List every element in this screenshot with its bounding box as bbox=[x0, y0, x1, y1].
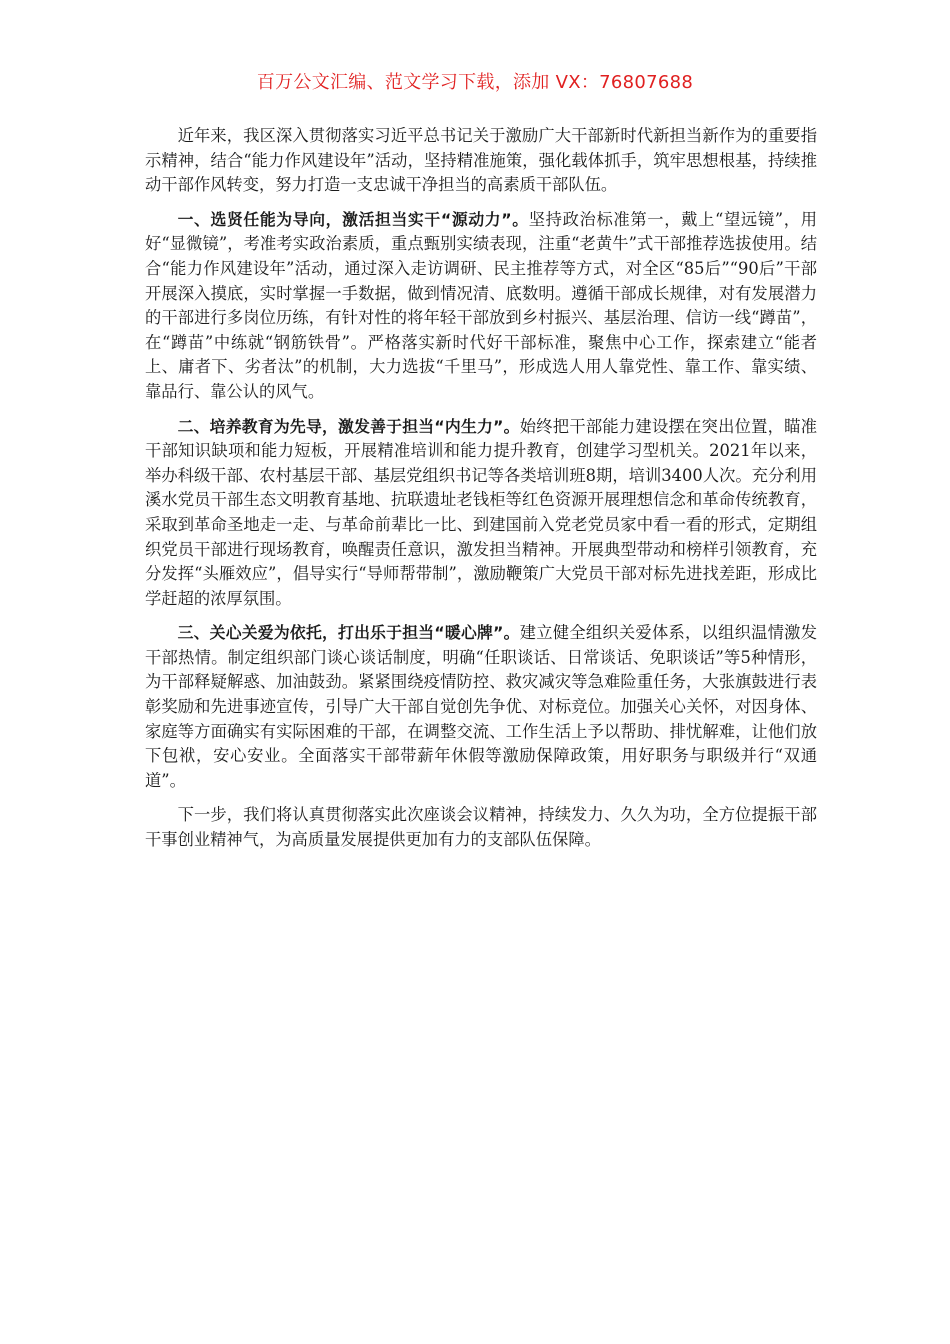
section-paragraph-2 bbox=[145, 415, 817, 612]
section-heading-2: 二、培养教育为先导，激发善于担当“内生力”。 bbox=[177, 416, 520, 436]
section-heading-3: 三、关心关爱为依托，打出乐于担当“暖心牌”。 bbox=[177, 623, 520, 643]
section-body-2: 始终把干部能力建设摆在突出位置，瞄准干部知识缺项和能力短板，开展精准培训和能力提升教育，创建学习型机关。2021年以来，举办科级干部、农村基层干部、基层党组织书记等各类培训班8期，培训3400人次。充分利用溪水党员干部生态文明教育基地、抗联遗址老钱柜等红色资源开展理想信念和革命传统教育，采取到革命圣地走一走、与革命前辈比一比、到建国前入党老党员家中看一看的形式，定期组织党员干部进行现场教育，唤醒责任意识，激发担当精神。开展典型带动和榜样引领教育，充分发挥“头雁效应”，倡导实行“导师帮带制”，激励鞭策广大党员干部对标先进找差距，形成比学赶超的浓厚氛围。 bbox=[145, 416, 817, 608]
intro-paragraph: 近年来，我区深入贯彻落实习近平总书记关于激励广大干部新时代新担当新作为的重要指示精神，结合“能力作风建设年”活动，坚持精准施策，强化载体抓手，筑牢思想根基，持续推动干部作风转变，努力打造一支忠诚干净担当的高素质干部队伍。 bbox=[145, 126, 817, 195]
section-paragraph-3 bbox=[145, 621, 817, 793]
closing-paragraph: 下一步，我们将认真贯彻落实此次座谈会议精神，持续发力、久久为功，全方位提振干部干事创业精神气，为高质量发展提供更加有力的支部队伍保障。 bbox=[145, 805, 817, 850]
section-heading-1: 一、选贤任能为导向，激活担当实干“源动力”。 bbox=[177, 209, 529, 229]
watermark-header: 百万公文汇编、范文学习下载，添加 VX：76807688 bbox=[256, 72, 694, 93]
section-body-3: 建立健全组织关爱体系，以组织温情激发干部热情。制定组织部门谈心谈话制度，明确“任职谈话、日常谈话、免职谈话”等5种情形，为干部释疑解惑、加油鼓劲。紧紧围绕疫情防控、救灾减灾等急难险重任务，大张旗鼓进行表彰奖励和先进事迹宣传，引导广大干部自觉创先争优、对标竞位。加强关心关怀，对因身体、家庭等方面确实有实际困难的干部，在调整交流、工作生活上予以帮助、排忧解难，让他们放下包袱，安心安业。全面落实干部带薪年休假等激励保障政策，用好职务与职级并行“双通道”。 bbox=[145, 623, 817, 790]
section-paragraph-1 bbox=[145, 208, 817, 405]
document-body bbox=[145, 124, 817, 863]
section-body-1: 坚持政治标准第一，戴上“望远镜”，用好“显微镜”，考准考实政治素质，重点甄别实绩表现，注重“老黄牛”式干部推荐选拔使用。结合“能力作风建设年”活动，通过深入走访调研、民主推荐等方式，对全区“85后”“90后”干部开展深入摸底，实时掌握一手数据，做到情况清、底数明。遵循干部成长规律，对有发展潜力的干部进行多岗位历练，有针对性的将年轻干部放到乡村振兴、基层治理、信访一线“蹲苗”，在“蹲苗”中练就“钢筋铁骨”。严格落实新时代好干部标准，聚焦中心工作，探索建立“能者上、庸者下、劣者汰”的机制，大力选拔“千里马”，形成选人用人靠党性、靠工作、靠实绩、靠品行、靠公认的风气。 bbox=[145, 209, 818, 401]
